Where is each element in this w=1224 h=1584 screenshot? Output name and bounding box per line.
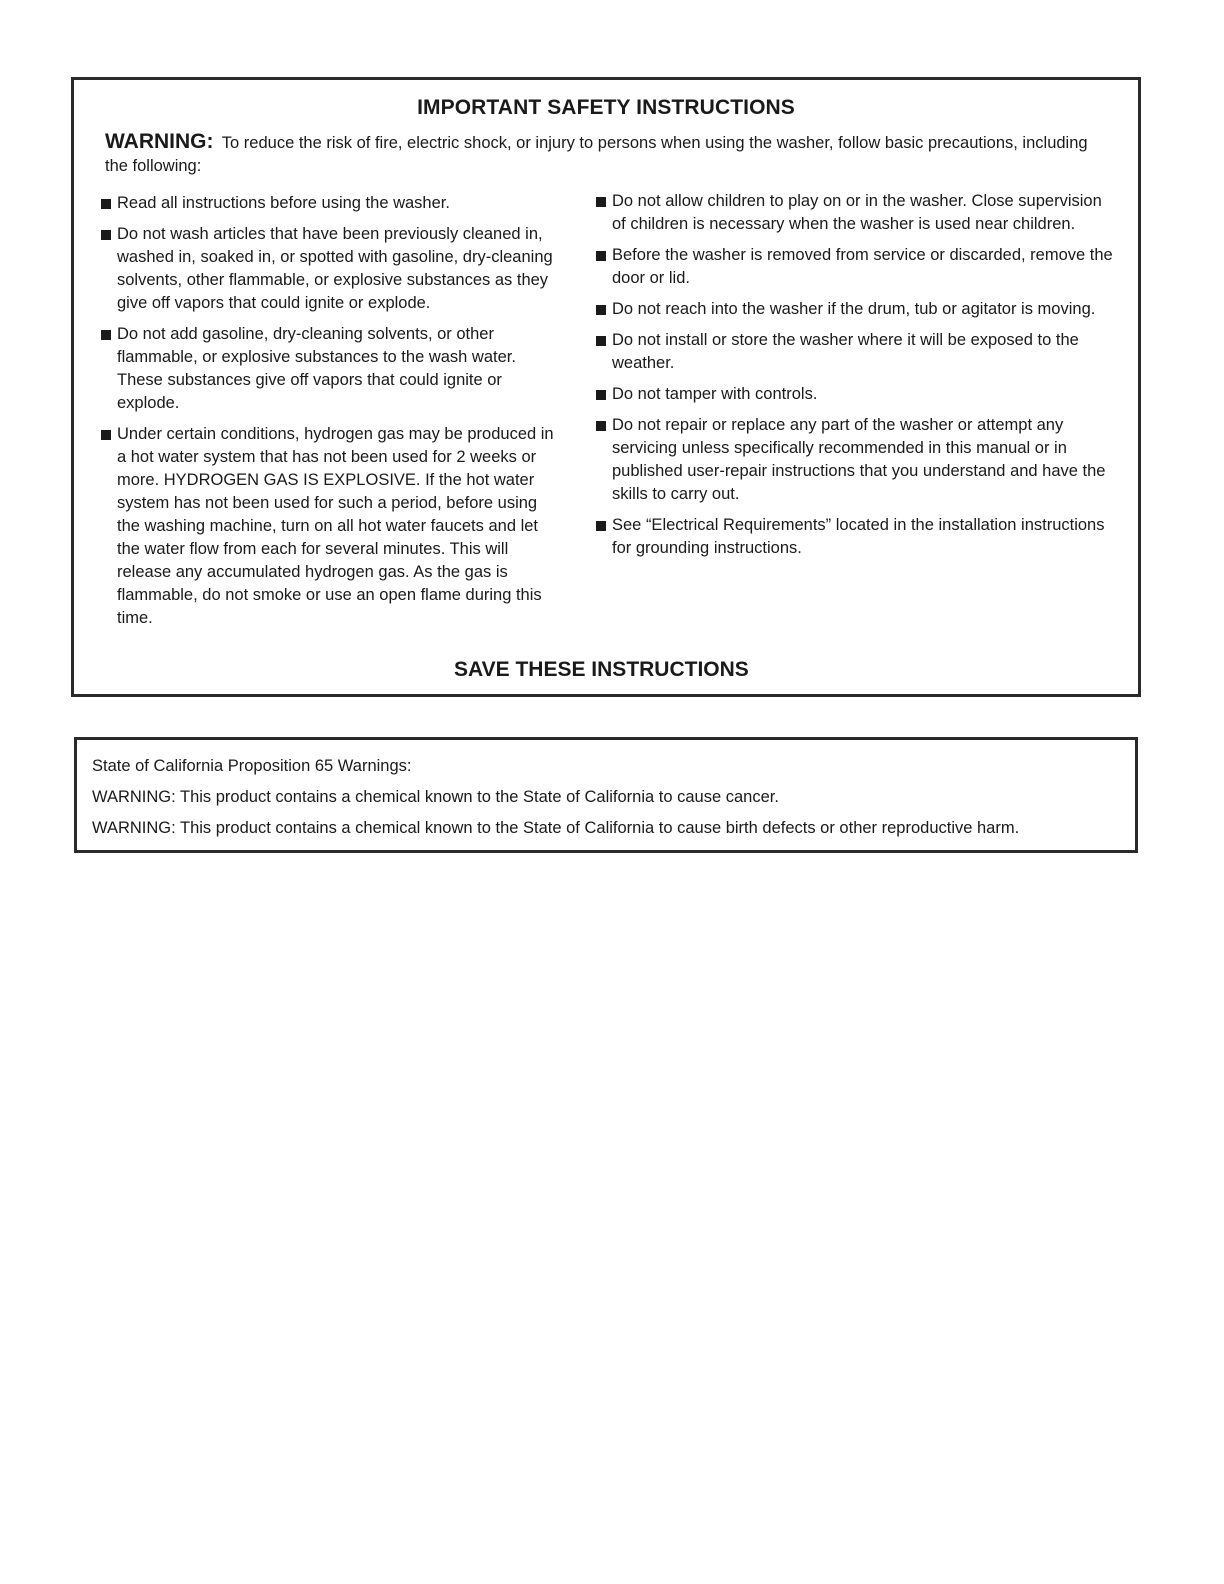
square-bullet-icon bbox=[101, 230, 111, 240]
square-bullet-icon bbox=[101, 199, 111, 209]
square-bullet-icon bbox=[596, 390, 606, 400]
list-item: Do not wash articles that have been previously cleaned in, washed in, soaked in, or spotted with gasoline, dry-cleaning solvents, other flammable, or explosive substances as they give off vapors that could ignite or explode. bbox=[99, 223, 559, 315]
save-instructions-title: SAVE THESE INSTRUCTIONS bbox=[454, 658, 749, 681]
prop65-heading: State of California Proposition 65 Warnings: bbox=[92, 757, 412, 775]
square-bullet-icon bbox=[101, 430, 111, 440]
warning-intro bbox=[105, 130, 1105, 178]
square-bullet-icon bbox=[596, 421, 606, 431]
list-item: Before the washer is removed from service or discarded, remove the door or lid. bbox=[594, 244, 1114, 290]
list-item: See “Electrical Requirements” located in the installation instructions for grounding instructions. bbox=[594, 514, 1114, 560]
list-item: Under certain conditions, hydrogen gas may be produced in a hot water system that has not been used for 2 weeks or more. HYDROGEN GAS IS EXPLOSIVE. If the hot water system has not been used for such a period, before using the washing machine, turn on all hot water faucets and let the water flow from each for several minutes. This will release any accumulated hydrogen gas. As the gas is flammable, do not smoke or use an open flame during this time. bbox=[99, 423, 559, 630]
square-bullet-icon bbox=[596, 251, 606, 261]
square-bullet-icon bbox=[596, 521, 606, 531]
warning-text: To reduce the risk of fire, electric shock, or injury to persons when using the washer, follow basic precautions, including the following: bbox=[105, 134, 1088, 175]
square-bullet-icon bbox=[596, 305, 606, 315]
right-column bbox=[594, 190, 1114, 568]
list-item: Do not allow children to play on or in the washer. Close supervision of children is necessary when the washer is used near children. bbox=[594, 190, 1114, 236]
prop65-warning-box bbox=[74, 737, 1138, 853]
warning-label: WARNING: bbox=[105, 130, 214, 153]
square-bullet-icon bbox=[101, 330, 111, 340]
list-item: Do not repair or replace any part of the washer or attempt any servicing unless specifically recommended in this manual or in published user-repair instructions that you understand and have the skills to carry out. bbox=[594, 414, 1114, 506]
left-column bbox=[99, 192, 559, 638]
list-item: Do not tamper with controls. bbox=[594, 383, 1114, 406]
list-item: Do not install or store the washer where it will be exposed to the weather. bbox=[594, 329, 1114, 375]
prop65-cancer-warning: WARNING: This product contains a chemical known to the State of California to cause cancer. bbox=[92, 788, 779, 806]
safety-title: IMPORTANT SAFETY INSTRUCTIONS bbox=[417, 96, 795, 119]
square-bullet-icon bbox=[596, 197, 606, 207]
safety-instructions-box bbox=[71, 77, 1141, 697]
square-bullet-icon bbox=[596, 336, 606, 346]
list-item: Do not add gasoline, dry-cleaning solvents, or other flammable, or explosive substances to the wash water. These substances give off vapors that could ignite or explode. bbox=[99, 323, 559, 415]
list-item: Do not reach into the washer if the drum, tub or agitator is moving. bbox=[594, 298, 1114, 321]
list-item: Read all instructions before using the washer. bbox=[99, 192, 559, 215]
prop65-birth-defects-warning: WARNING: This product contains a chemical known to the State of California to cause birth defects or other reproductive harm. bbox=[92, 819, 1020, 837]
